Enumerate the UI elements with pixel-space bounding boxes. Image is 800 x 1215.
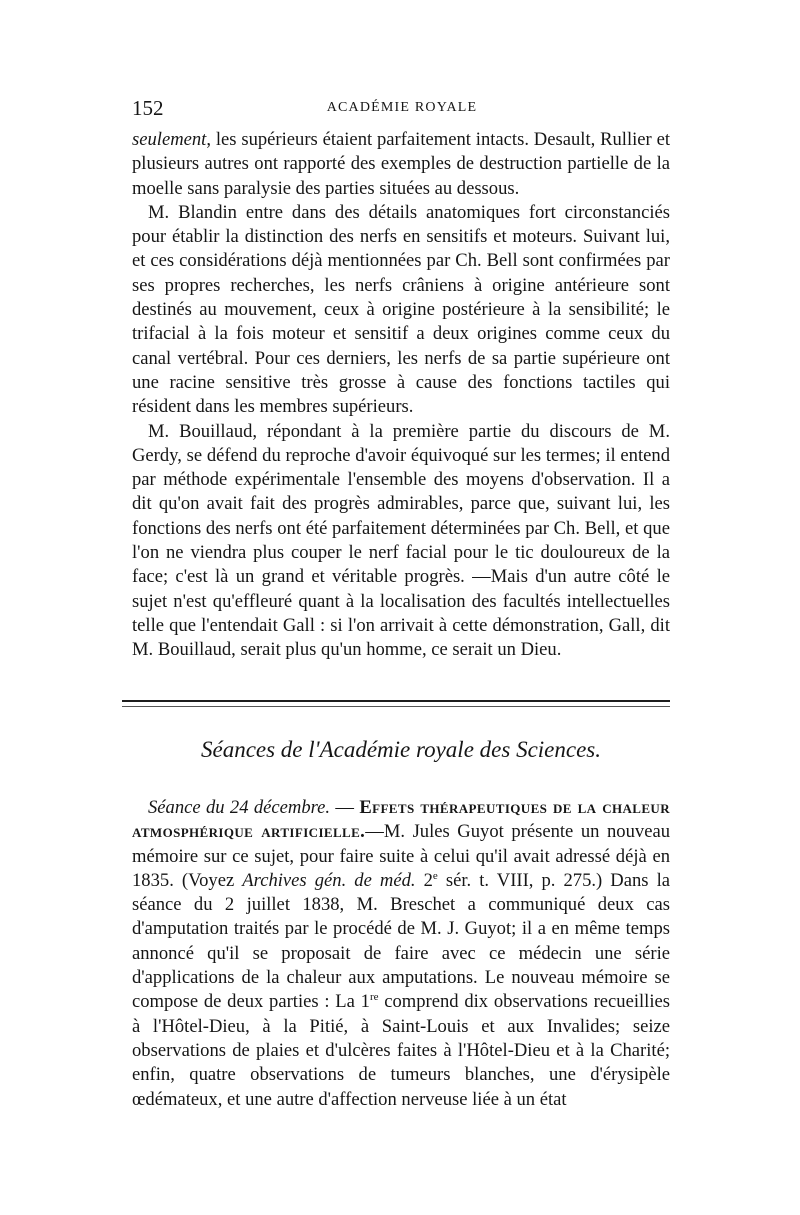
paragraph-4-text-c: sér. t. VIII, p. 275.) Dans la séance du 2 juillet 1838, M. Breschet a communiqué deux cas d'amputation traités par le procédé de M. J. Guyot; il a en même temps annoncé qu'il se proposait de faire avec ce médecin une série d'applications de la chaleur aux amputations. Le nouveau mémoire se compose de deux parties : La 1 (132, 869, 670, 1013)
superscript-re: re (369, 991, 379, 1004)
paragraph-1-italic: seulement (132, 129, 207, 150)
top-text-block (132, 128, 670, 663)
paragraph-3: M. Bouillaud, répondant à la première partie du discours de M. Gerdy, se défend du reproche d'avoir équivoqué sur les termes; il entend par méthode expérimentale l'ensemble des moyens d'observation. Il a dit qu'on avait fait des progrès admirables, parce que, suivant lui, les fonctions des nerfs ont été parfaitement déterminées par Ch. Bell, et que l'on ne viendra plus couper le nerf facial pour le tic douloureux de la face; c'est là un grand et véritable progrès. —Mais d'un autre côté le sujet n'est qu'effleuré quant à la localisation des facultés intellectuelles telle que l'entendait Gall : si l'on arrivait à cette démonstration, Gall, dit M. Bouillaud, serait plus qu'un homme, ce serait un Dieu. (132, 420, 670, 661)
superscript-e: e (432, 869, 438, 882)
section-title: Séances de l'Académie royale des Sciences. (200, 737, 601, 762)
paragraph-1-text: , les supérieurs étaient parfaitement intacts. Desault, Rullier et plusieurs autres ont rapporté des exemples de destruction partielle de la moelle sans paralysie des parties situées au dessous. (132, 129, 670, 199)
dash: — (330, 797, 360, 818)
paragraph-1 (132, 128, 670, 201)
running-head: ACADÉMIE ROYALE (326, 100, 478, 115)
section-rule-thick (122, 700, 670, 702)
session-date: Séance du 24 décembre. (148, 797, 331, 818)
page-number: 152 (132, 96, 164, 120)
paragraph-4-text-a: —M. Jules Guyot présente un nouveau mémoire sur ce sujet, pour faire suite à celui qu'il avait adressé déjà en 1835. (Voyez (132, 821, 670, 891)
paragraph-4-text-b: 2 (415, 869, 433, 891)
paragraph-4-text-d: comprend dix observations recueillies à l'Hôtel-Dieu, à la Pitié, à Saint-Louis et aux Invalides; seize observations de plaies et d'ulcères faites à l'Hôtel-Dieu et à la Charité; enfin, quatre observations de tumeurs blanches, une d'érysipèle œdémateux, et une autre d'affection nerveuse liée à un état (132, 991, 670, 1110)
page-header (132, 96, 672, 122)
paragraph-4 (132, 796, 670, 1112)
journal-title: Archives gén. de méd. (242, 869, 416, 891)
section-rule-thin (122, 706, 670, 707)
paragraph-2: M. Blandin entre dans des détails anatomiques fort circonstanciés pour établir la distinction des nerfs en sensitifs et moteurs. Suivant lui, et ces considérations déjà mentionnées par Ch. Bell sont confirmées par ses propres recherches, les nerfs crâniens à origine antérieure sont destinés au mouvement, ceux à origine postérieure à la sensibilité; le trifacial à la fois moteur et sensitif a deux origines comme ceux du canal vertébral. Pour ces derniers, les nerfs de sa partie supérieure ont une racine sensitive très grosse à cause des fonctions tactiles qui résident dans les membres supérieurs. (132, 201, 670, 418)
session-topic: Effets thérapeutiques de la chaleur atmosphérique artificielle. (132, 797, 670, 843)
bottom-text-block (132, 796, 670, 1112)
